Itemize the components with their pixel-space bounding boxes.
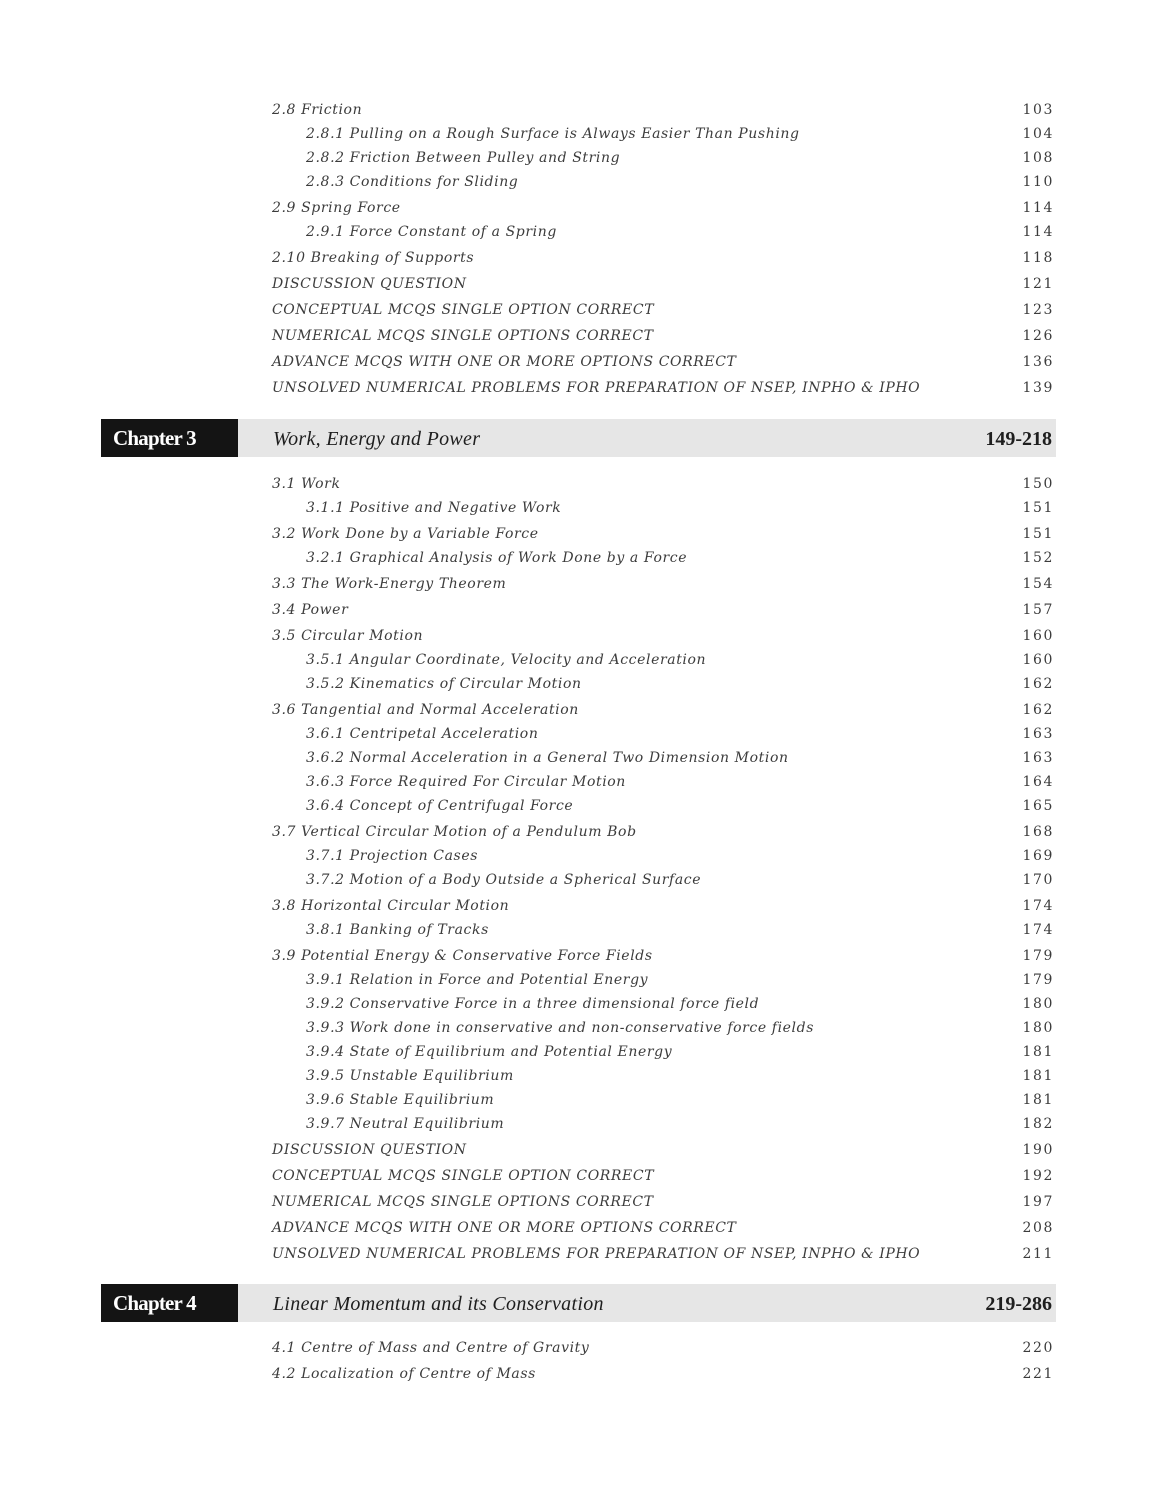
toc-entry [272,324,1054,348]
toc-entry-title: 3.6.1 Centripetal Acceleration [306,726,539,742]
toc-entry-title: 3.9.1 Relation in Force and Potential Energy [306,972,649,988]
toc-entry [272,770,1054,794]
chapter-title: Linear Momentum and its Conservation [273,1293,604,1315]
toc-entry [272,1164,1054,1188]
toc-entry-title: 2.8.3 Conditions for Sliding [306,174,519,190]
toc-entry-page-number: 197 [1022,1194,1054,1210]
toc-entry [272,820,1054,844]
toc-entry [272,298,1054,322]
chapter-title-bar [238,1284,1056,1322]
toc-entry [272,246,1054,270]
toc-entry [272,1138,1054,1162]
toc-entry-title: 3.1 Work [272,476,341,492]
chapter-label: Chapter 3 [101,419,238,457]
toc-entry-page-number: 181 [1022,1092,1054,1108]
toc-entry-title: 3.9.6 Stable Equilibrium [306,1092,495,1108]
toc-entry-page-number: 126 [1022,328,1054,344]
toc-entry [272,376,1054,400]
toc-entry [272,1088,1054,1112]
toc-entry-page-number: 152 [1022,550,1054,566]
toc-entry [272,350,1054,374]
toc-entry-title: ADVANCE MCQS WITH ONE OR MORE OPTIONS CORRECT [272,1220,737,1236]
toc-entry-title: 3.5.1 Angular Coordinate, Velocity and Acceleration [306,652,707,668]
toc-entry [272,472,1054,496]
toc-entry-title: 3.6 Tangential and Normal Acceleration [272,702,579,718]
toc-section-chapter-3 [272,472,1054,1266]
toc-entry-page-number: 114 [1022,224,1054,240]
toc-entry-page-number: 174 [1022,922,1054,938]
chapter-page-range: 149-218 [985,428,1052,450]
toc-entry-title: 3.2.1 Graphical Analysis of Work Done by a Force [306,550,688,566]
toc-entry-page-number: 160 [1022,628,1054,644]
toc-entry-page-number: 170 [1022,872,1054,888]
toc-entry [272,624,1054,648]
toc-entry-page-number: 180 [1022,1020,1054,1036]
toc-entry-title: 3.9 Potential Energy & Conservative Force Fields [272,948,653,964]
toc-entry-page-number: 164 [1022,774,1054,790]
toc-entry-title: UNSOLVED NUMERICAL PROBLEMS FOR PREPARATION OF NSEP, INPHO & IPHO [272,380,921,396]
toc-entry [272,944,1054,968]
toc-entry [272,170,1054,194]
toc-entry [272,844,1054,868]
toc-entry-title: 3.2 Work Done by a Variable Force [272,526,539,542]
toc-entry-title: 3.4 Power [272,602,349,618]
toc-entry-page-number: 179 [1022,948,1054,964]
toc-section-chapter-4 [272,1336,1054,1386]
toc-entry [272,868,1054,892]
toc-section-chapter-2-tail [272,98,1054,400]
toc-entry-title: 2.9.1 Force Constant of a Spring [306,224,557,240]
toc-entry [272,894,1054,918]
toc-entry-title: 3.8 Horizontal Circular Motion [272,898,510,914]
toc-entry [272,98,1054,122]
toc-entry [272,1216,1054,1240]
toc-entry-page-number: 220 [1022,1340,1054,1356]
chapter-page-range: 219-286 [985,1293,1052,1315]
toc-entry-page-number: 179 [1022,972,1054,988]
toc-entry-page-number: 118 [1022,250,1054,266]
toc-entry-title: 3.1.1 Positive and Negative Work [306,500,562,516]
toc-entry-page-number: 221 [1022,1366,1054,1382]
chapter-label: Chapter 4 [101,1284,238,1322]
toc-entry-title: 3.5.2 Kinematics of Circular Motion [306,676,582,692]
toc-entry [272,1362,1054,1386]
chapter-title: Work, Energy and Power [273,428,481,450]
toc-entry [272,968,1054,992]
toc-entry-page-number: 151 [1022,526,1054,542]
toc-entry-title: NUMERICAL MCQS SINGLE OPTIONS CORRECT [272,1194,654,1210]
toc-entry-title: 3.6.4 Concept of Centrifugal Force [306,798,574,814]
toc-entry [272,648,1054,672]
toc-entry-title: 3.9.2 Conservative Force in a three dimensional force field [306,996,760,1012]
toc-entry [272,1190,1054,1214]
toc-entry [272,546,1054,570]
toc-entry-page-number: 168 [1022,824,1054,840]
toc-entry-page-number: 110 [1022,174,1054,190]
toc-entry-page-number: 169 [1022,848,1054,864]
toc-entry-page-number: 151 [1022,500,1054,516]
toc-entry-page-number: 182 [1022,1116,1054,1132]
toc-entry-title: DISCUSSION QUESTION [272,276,467,292]
toc-entry-title: 3.7.2 Motion of a Body Outside a Spherical Surface [306,872,702,888]
toc-entry-title: 3.8.1 Banking of Tracks [306,922,489,938]
toc-entry [272,992,1054,1016]
toc-entry [272,794,1054,818]
toc-entry-title: 2.9 Spring Force [272,200,401,216]
toc-entry-page-number: 154 [1022,576,1054,592]
toc-entry [272,1336,1054,1360]
toc-entry-page-number: 108 [1022,150,1054,166]
toc-entry-title: CONCEPTUAL MCQS SINGLE OPTION CORRECT [272,1168,655,1184]
toc-entry [272,1016,1054,1040]
toc-entry-title: DISCUSSION QUESTION [272,1142,467,1158]
toc-entry [272,1242,1054,1266]
toc-entry [272,196,1054,220]
toc-entry-title: 3.9.3 Work done in conservative and non-conservative force fields [306,1020,814,1036]
toc-entry-title: 2.8.2 Friction Between Pulley and String [306,150,621,166]
toc-entry [272,1040,1054,1064]
toc-entry-page-number: 136 [1022,354,1054,370]
toc-entry-page-number: 163 [1022,726,1054,742]
toc-entry-page-number: 211 [1022,1246,1054,1262]
toc-entry-title: UNSOLVED NUMERICAL PROBLEMS FOR PREPARATION OF NSEP, INPHO & IPHO [272,1246,921,1262]
toc-entry [272,746,1054,770]
toc-entry [272,496,1054,520]
toc-entry [272,122,1054,146]
toc-entry-page-number: 123 [1022,302,1054,318]
toc-entry [272,522,1054,546]
chapter-3-header [101,419,1056,457]
toc-entry-title: 3.3 The Work-Energy Theorem [272,576,507,592]
toc-entry-title: 3.5 Circular Motion [272,628,424,644]
toc-entry [272,272,1054,296]
toc-entry-title: 3.6.3 Force Required For Circular Motion [306,774,626,790]
toc-entry-title: 3.7.1 Projection Cases [306,848,478,864]
toc-entry-page-number: 165 [1022,798,1054,814]
toc-entry-title: 2.10 Breaking of Supports [272,250,475,266]
toc-entry-page-number: 162 [1022,702,1054,718]
toc-entry [272,698,1054,722]
toc-entry-page-number: 150 [1022,476,1054,492]
toc-entry-page-number: 162 [1022,676,1054,692]
toc-entry [272,220,1054,244]
toc-entry-page-number: 181 [1022,1068,1054,1084]
toc-entry-page-number: 157 [1022,602,1054,618]
toc-entry-page-number: 190 [1022,1142,1054,1158]
toc-entry-page-number: 104 [1022,126,1054,142]
toc-entry-title: 3.9.4 State of Equilibrium and Potential Energy [306,1044,673,1060]
toc-entry [272,598,1054,622]
toc-entry [272,1112,1054,1136]
toc-entry-page-number: 180 [1022,996,1054,1012]
toc-entry-page-number: 192 [1022,1168,1054,1184]
chapter-title-bar [238,419,1056,457]
toc-entry [272,146,1054,170]
toc-entry [272,572,1054,596]
toc-entry-title: 4.2 Localization of Centre of Mass [272,1366,536,1382]
toc-entry-page-number: 114 [1022,200,1054,216]
chapter-4-header [101,1284,1056,1322]
toc-entry-page-number: 121 [1022,276,1054,292]
toc-entry-title: 3.9.7 Neutral Equilibrium [306,1116,505,1132]
toc-entry-title: ADVANCE MCQS WITH ONE OR MORE OPTIONS CORRECT [272,354,737,370]
toc-entry-title: 2.8.1 Pulling on a Rough Surface is Always Easier Than Pushing [306,126,800,142]
toc-entry-title: 2.8 Friction [272,102,363,118]
toc-entry-page-number: 174 [1022,898,1054,914]
toc-entry [272,722,1054,746]
toc-entry-title: CONCEPTUAL MCQS SINGLE OPTION CORRECT [272,302,655,318]
toc-entry-page-number: 163 [1022,750,1054,766]
toc-entry-title: 3.9.5 Unstable Equilibrium [306,1068,514,1084]
toc-entry-title: 4.1 Centre of Mass and Centre of Gravity [272,1340,590,1356]
toc-entry-page-number: 160 [1022,652,1054,668]
toc-entry-page-number: 103 [1022,102,1054,118]
toc-entry-title: NUMERICAL MCQS SINGLE OPTIONS CORRECT [272,328,654,344]
toc-entry [272,1064,1054,1088]
toc-entry-page-number: 208 [1022,1220,1054,1236]
toc-entry-title: 3.6.2 Normal Acceleration in a General Two Dimension Motion [306,750,789,766]
toc-entry-title: 3.7 Vertical Circular Motion of a Pendulum Bob [272,824,637,840]
toc-entry-page-number: 139 [1022,380,1054,396]
toc-entry [272,672,1054,696]
toc-entry-page-number: 181 [1022,1044,1054,1060]
toc-entry [272,918,1054,942]
